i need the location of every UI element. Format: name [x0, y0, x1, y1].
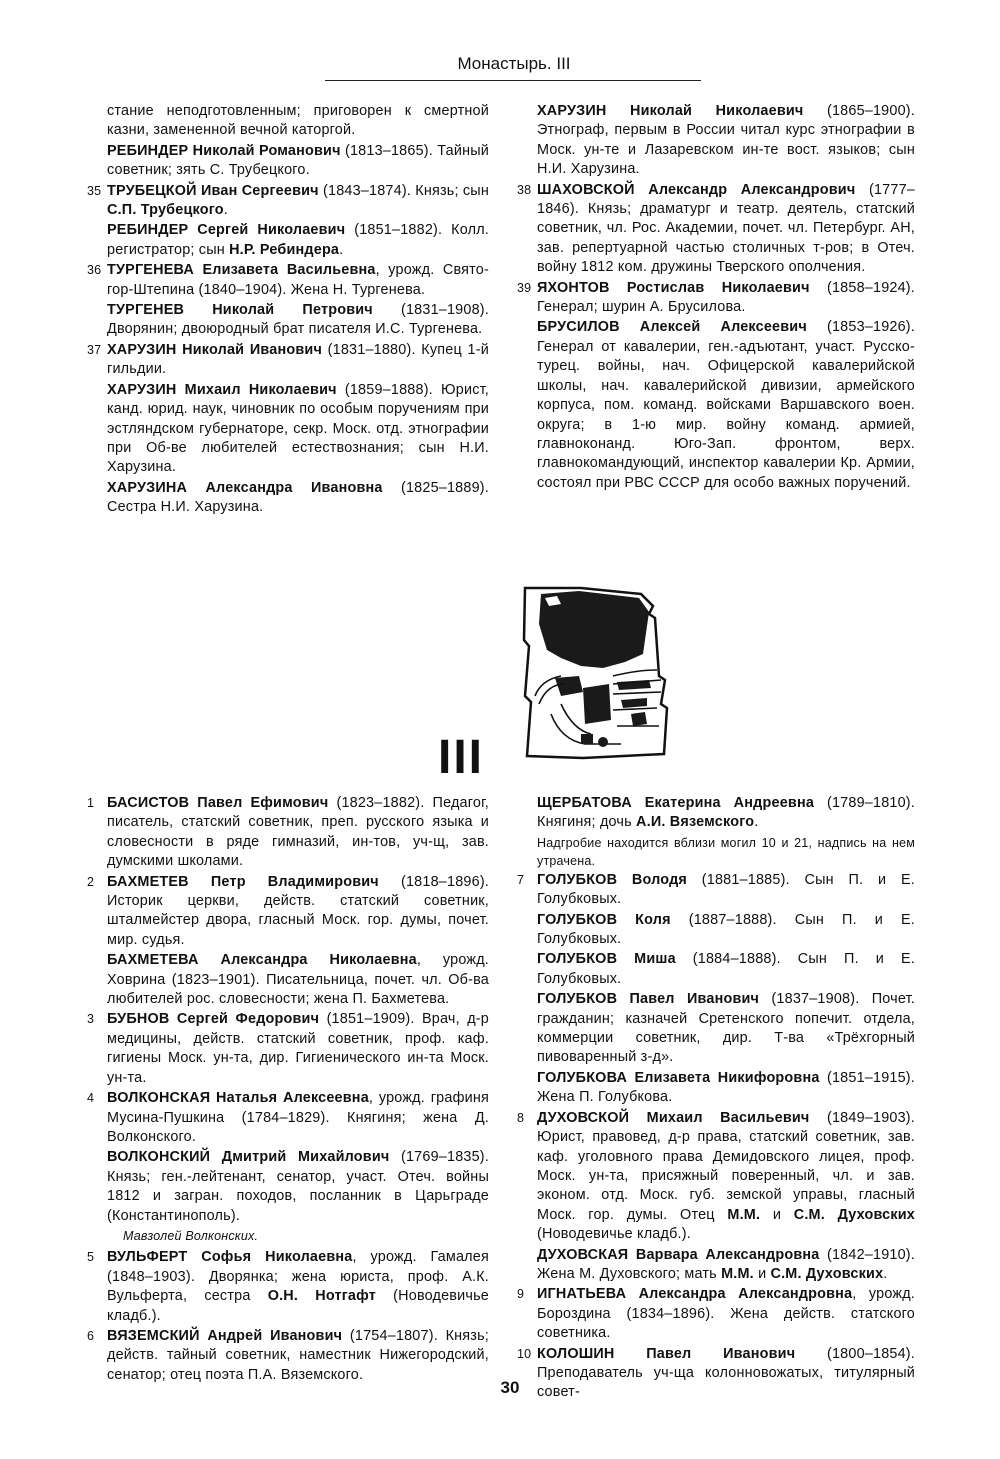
grave-number: 39 — [517, 280, 532, 295]
entry — [87, 1089, 489, 1147]
person-name: ГОЛУБКОВА Елизавета Никифоровна — [537, 1069, 820, 1086]
entry — [517, 1109, 915, 1245]
entry-text: . — [223, 202, 228, 219]
entry-text: (Новодевичье кладб.). — [107, 1288, 489, 1324]
entry-text: (1777–1846). Князь; драматург и театр. деятель, статский советник, чл. Рос. Академии, почет. чл. Петербург. АН, зав. репертуарной частью столичных т-ров; в Отеч. войну 1812 ком. дружины Тверского ополчения. — [537, 181, 915, 276]
entry-text: (1769–1835). Князь; ген.-лейтенант, сенатор, участ. Отеч. войны 1812 и загран. походов, посланник в Царьграде (Константинополь). — [107, 1149, 489, 1224]
entry-text: , урожд. Свято-гор-Штепина (1840–1904). Жена Н. Тургенева. — [107, 262, 489, 298]
section-number: III — [438, 731, 485, 784]
column-top-right — [517, 102, 915, 494]
entry-text: (1813–1865). Тайный советник; зять С. Трубецкого. — [107, 142, 489, 179]
entry — [107, 221, 489, 260]
entry-text: (1881–1885). Сын П. и Е. Голубковых. — [537, 871, 915, 908]
person-name: БРУСИЛОВ Алексей Алексеевич — [537, 319, 807, 336]
entry — [107, 301, 489, 340]
entry — [87, 1248, 489, 1326]
person-name: БАХМЕТЕВА Александра Николаевна — [107, 952, 417, 969]
person-name: ТУРГЕНЕВ Николай Петрович — [107, 302, 373, 319]
person-name: С.М. Духовских — [793, 1206, 915, 1223]
entry-text: (1851–1909). Врач, д-р медицины, действ. статский советник, проф. каф. гигиены Моск. ун-та, дир. Гигиенического ин-та Моск. ун-та. — [107, 1011, 489, 1086]
entry — [537, 834, 915, 870]
entry-text: . — [883, 1265, 888, 1282]
person-name: ЯХОНТОВ Ростислав Николаевич — [537, 279, 810, 296]
entry-text: (1884–1888). Сын П. и Е. Голубковых. — [537, 951, 916, 987]
entry-text: (1849–1903). Юрист, правовед, д-р права, статский советник, зав. каф. уголовного права Демидовского лицея, проф. Моск. ун-та, присяжный поверенный, чл. и зав. эконом. отд. Моск. губ. земской управы, гласный Моск. гор. думы. Отец — [537, 1109, 915, 1223]
header-rule — [325, 80, 701, 81]
grave-number: 37 — [87, 342, 102, 357]
entry-text: (1843–1874). Князь; сын — [318, 182, 489, 199]
person-name: М.М. — [721, 1265, 754, 1282]
person-name: РЕБИНДЕР Николай Романович — [107, 142, 341, 159]
entry-text: , урожд. Гамалея (1848–1903). Дворянка; жена юриста, проф. А.К. Вульферта, сестра — [107, 1249, 489, 1305]
entry — [87, 794, 489, 872]
grave-number: 35 — [87, 183, 102, 198]
column-bottom-left — [87, 794, 490, 1386]
entry — [537, 911, 915, 950]
person-name: ГОЛУБКОВ Миша — [537, 951, 676, 968]
entry — [537, 318, 915, 493]
grave-number: 6 — [87, 1328, 95, 1343]
entry — [87, 873, 490, 951]
entry-text: (1831–1908). Дворянин; двоюродный брат писателя И.С. Тургенева. — [107, 302, 489, 338]
grave-number: 36 — [87, 263, 102, 278]
person-name: КОЛОШИН Павел Иванович — [537, 1345, 796, 1362]
grave-number: 1 — [87, 796, 95, 810]
person-name: ВОЛКОНСКИЙ Дмитрий Михайлович — [107, 1149, 390, 1166]
person-name: ШАХОВСКОЙ Александр Александрович — [537, 181, 856, 198]
entry — [87, 261, 489, 300]
entry-text: (1837–1908). Почет. гражданин; казначей Сретенского попечит. отдела, коммерции советник, дир. Т-ва «Трёхгорный пивоваренный з-д». — [537, 991, 915, 1066]
entry — [107, 1227, 489, 1246]
column-top-left — [87, 102, 489, 519]
entry-text: (1823–1882). Педагог, писатель, статский советник, преп. русского языка и словесности в ряде гимназий, ин-тов, уч-щ, зав. думскими школами. — [107, 795, 489, 870]
entry — [537, 1246, 915, 1285]
person-name: ХАРУЗИН Николай Николаевич — [537, 103, 804, 119]
person-name: А.И. Вяземского — [636, 814, 755, 831]
entry — [517, 1285, 916, 1343]
entry — [87, 182, 489, 221]
page-number: 30 — [500, 1378, 520, 1397]
person-name: ДУХОВСКАЯ Варвара Александровна — [537, 1246, 820, 1263]
grave-number: 4 — [87, 1091, 95, 1106]
entry-text: (1789–1810). Княгиня; дочь — [537, 795, 915, 831]
entry-text: (1851–1915). Жена П. Голубкова. — [537, 1069, 915, 1106]
person-name: РЕБИНДЕР Сергей Николаевич — [107, 222, 346, 239]
grave-number: 10 — [517, 1346, 532, 1361]
entry — [537, 950, 915, 989]
entry — [87, 1327, 489, 1385]
entry — [517, 279, 915, 318]
cemetery-plan-map — [521, 584, 685, 761]
entry-text: (1865–1900). Этнограф, первым в России читал курс этнографии в Моск. ун-те и Лазаревском ин-те вост. языков; сын Н.И. Харузина. — [537, 103, 915, 178]
entry-text: (1842–1910). Жена М. Духовского; мать — [537, 1246, 915, 1282]
grave-number: 8 — [517, 1110, 525, 1125]
entry-text: (1859–1888). Юрист, канд. юрид. наук, чиновник по особым поручениям при эстляндском губернаторе, секр. Моск. отд. этнографии при Об-ве любителей естествознания; сын Н.И. Харузина. — [107, 381, 489, 476]
entry-text: , урожд. Ховрина (1823–1901). Писательница, почет. чл. Об-ва любителей рос. словесности; жена П. Бахметева. — [107, 952, 490, 1008]
column-bottom-right — [517, 794, 916, 1404]
person-name: ХАРУЗИН Михаил Николаевич — [107, 381, 337, 398]
entry — [517, 1345, 915, 1403]
entry — [107, 479, 489, 518]
grave-number: 5 — [87, 1250, 95, 1265]
person-name: ХАРУЗИНА Александра Ивановна — [107, 479, 383, 496]
entry — [537, 1069, 915, 1108]
person-name: ГОЛУБКОВ Коля — [537, 911, 671, 928]
person-name: ВОЛКОНСКАЯ Наталья Алексеевна — [107, 1090, 369, 1107]
person-name: ВУЛЬФЕРТ Софья Николаевна — [107, 1249, 353, 1266]
entry-text: (1887–1888). Сын П. и Е. Голубковых. — [537, 911, 916, 948]
grave-number: 3 — [87, 1012, 95, 1027]
person-name: ВЯЗЕМСКИЙ Андрей Иванович — [107, 1327, 343, 1344]
entry — [517, 871, 915, 910]
person-name: ИГНАТЬЕВА Александра Александровна — [537, 1286, 853, 1303]
entry-text: и — [760, 1206, 794, 1223]
entry-text: (1858–1924). Генерал; шурин А. Брусилова. — [537, 279, 915, 316]
grave-number: 2 — [87, 874, 95, 889]
entry — [517, 181, 915, 278]
person-name: БАСИСТОВ Павел Ефимович — [107, 795, 329, 811]
entry — [537, 102, 915, 180]
person-name: М.М. — [727, 1206, 761, 1223]
person-name: ГОЛУБКОВ Павел Иванович — [537, 991, 760, 1008]
person-name: С.П. Трубецкого — [107, 202, 224, 219]
entry-text: Мавзолей Волконских. — [123, 1228, 259, 1243]
grave-number: 7 — [517, 872, 525, 887]
person-name: Н.Р. Ребиндера — [229, 241, 340, 258]
person-name: БУБНОВ Сергей Федорович — [107, 1011, 320, 1028]
entry-text: (1825–1889). Сестра Н.И. Харузина. — [107, 479, 489, 516]
running-header: Монастырь. III — [457, 54, 571, 73]
entry-text: , урожд. Бороздина (1834–1896). Жена действ. статского советника. — [537, 1286, 916, 1342]
entry — [107, 102, 489, 141]
person-name: ЩЕРБАТОВА Екатерина Андреевна — [537, 795, 815, 811]
entry-text: Надгробие находится вблизи могил 10 и 21, надпись на нем утрачена. — [537, 835, 915, 868]
entry — [87, 1010, 489, 1088]
entry-text: (1853–1926). Генерал от кавалерии, ген.-адъютант, участ. Русско-турец. войны, нач. Офицерской кавалерийской школы, нач. кавалерийской дивизии, армейского корпуса, пом. команд. войсками Варшавского воен. округа; в 1-ю мир. войну команд. армией, главноконанд. Юго-Зап. фронтом, верх. главнокомандующий, инспектор кавалерии Кр. Армии, состоял при РВС СССР для особо важных поручений. — [537, 319, 915, 491]
person-name: О.Н. Нотгафт — [267, 1288, 376, 1305]
entry — [537, 794, 915, 833]
person-name: ТУРГЕНЕВА Елизавета Васильевна — [107, 262, 376, 279]
entry-text: (1754–1807). Князь; действ. тайный советник, наместник Нижегородский, сенатор; отец поэта П.А. Вяземского. — [107, 1327, 489, 1383]
grave-number: 38 — [517, 182, 532, 197]
grave-number: 9 — [517, 1287, 525, 1302]
person-name: С.М. Духовских — [770, 1265, 884, 1282]
entry-text: (1818–1896). Историк церкви, действ. статский советник, шталмейстер двора, гласный Моск. гор. думы, почет. мир. судья. — [107, 873, 490, 948]
entry — [107, 142, 489, 181]
entry-text: стание неподготовленным; приговорен к смертной казни, замененной вечной каторгой. — [107, 103, 489, 139]
entry — [107, 951, 489, 1009]
entry-text: и — [753, 1265, 771, 1282]
entry — [87, 341, 489, 380]
person-name: ХАРУЗИН Николай Иванович — [107, 341, 322, 358]
entry — [107, 1148, 489, 1226]
person-name: ТРУБЕЦКОЙ Иван Сергеевич — [107, 182, 319, 199]
entry — [537, 990, 915, 1068]
person-name: БАХМЕТЕВ Петр Владимирович — [107, 873, 379, 890]
entry — [107, 381, 489, 478]
entry-text: , урожд. графиня Мусина-Пушкина (1784–1829). Княгиня; жена Д. Волконского. — [107, 1090, 489, 1145]
entry-text: (1831–1880). Купец 1-й гильдии. — [107, 341, 489, 378]
entry-text: (Новодевичье кладб.). — [537, 1226, 691, 1243]
entry-text: . — [339, 241, 344, 258]
person-name: ДУХОВСКОЙ Михаил Васильевич — [537, 1109, 810, 1126]
entry-text: (1800–1854). Преподаватель уч-ща колонновожатых, титулярный совет- — [537, 1345, 915, 1401]
entry-text: (1851–1882). Колл. регистратор; сын — [107, 222, 489, 258]
entry-text: . — [754, 814, 759, 831]
person-name: ГОЛУБКОВ Володя — [537, 871, 688, 888]
